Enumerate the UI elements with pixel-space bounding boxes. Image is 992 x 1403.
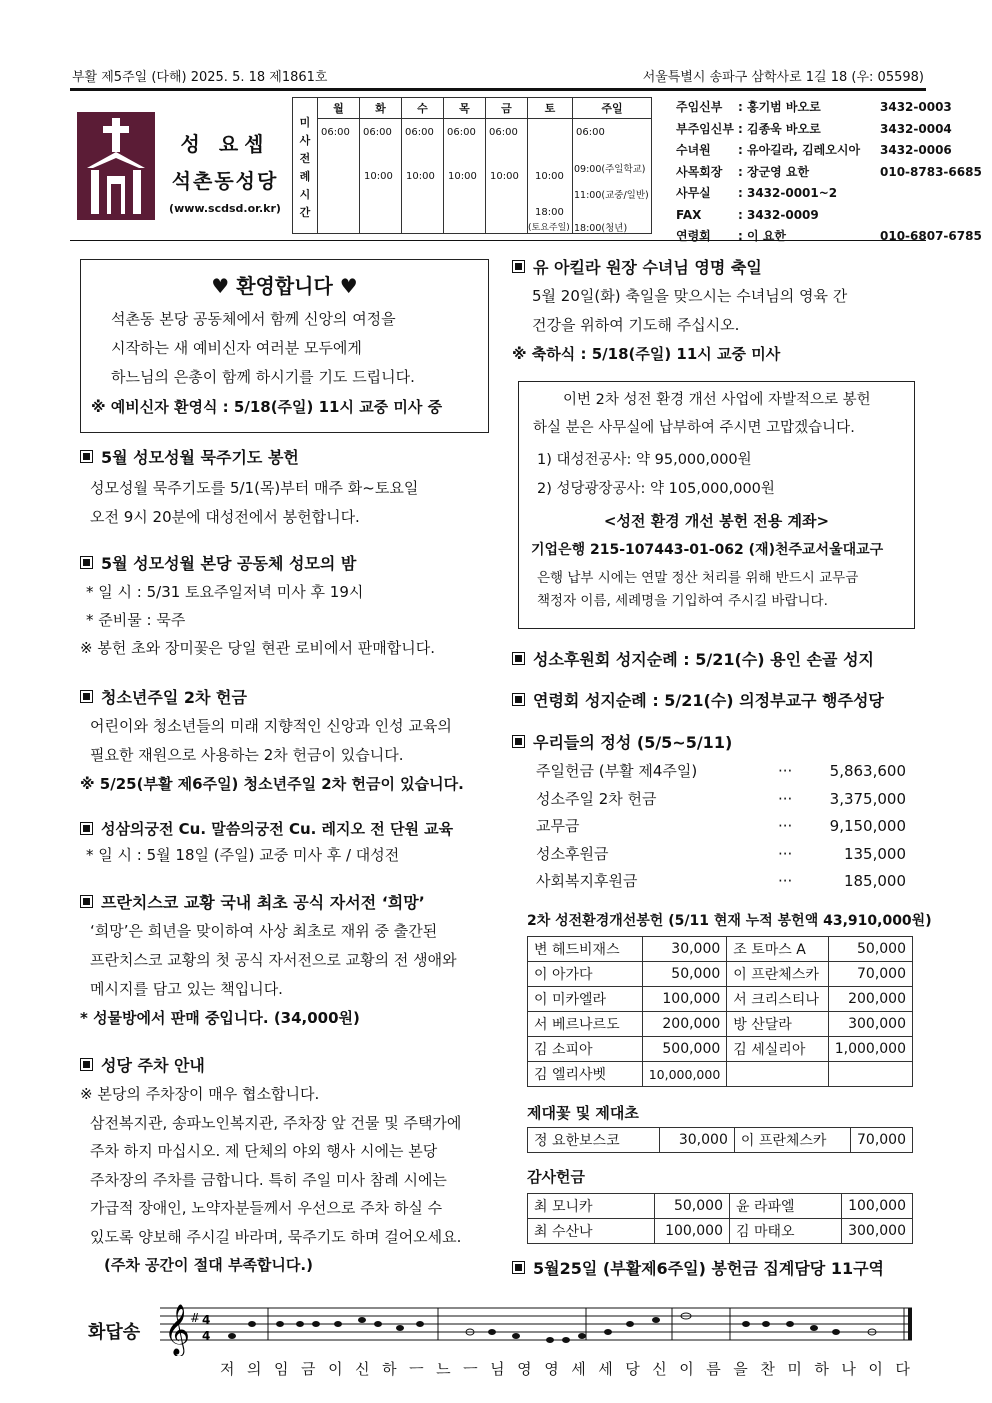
parish-address: 서울특별시 송파구 삼학사로 1길 18 (우: 05598) — [642, 70, 924, 85]
parish-name — [165, 128, 285, 215]
section-rosary: 5월 성모성월 묵주기도 봉헌 성모성월 묵주기도를 5/1(목)부터 매주 화~토요일 오전 9시 20분에 대성전에서 봉헌합니다. — [80, 445, 500, 532]
day-tue: 화 — [360, 98, 402, 119]
contact-phone[interactable]: 3432-0003 — [880, 100, 952, 114]
table-row: 이 아가다 50,000 이 프란체스카 70,000 — [528, 962, 913, 987]
square-bullet-icon — [80, 895, 93, 908]
altar-title: 제대꽃 및 제대초 — [527, 1104, 639, 1122]
section-title: 성소후원회 성지순례 : 5/21(수) 용인 손골 성지 — [512, 647, 932, 670]
wed-times: 06:00 10:00 — [402, 119, 444, 234]
sharp-icon: # — [190, 1311, 201, 1325]
fri-times: 06:00 10:00 — [486, 119, 528, 234]
square-bullet-icon — [80, 1058, 93, 1071]
square-bullet-icon — [512, 693, 525, 706]
section-title: 5월25일 (부활제6주일) 봉헌금 집계담당 11구역 — [512, 1256, 932, 1279]
renovation-title: 2차 성전환경개선봉헌 (5/11 현재 누적 봉헌액 43,910,000원) — [527, 913, 932, 929]
thanks-title: 감사헌금 — [527, 1168, 585, 1186]
welcome-note: ※ 예비신자 환영식 : 5/18(주일) 11시 교중 미사 중 — [91, 398, 443, 416]
section-parking: 성당 주차 안내 ※ 본당의 주차장이 매우 협소합니다. 삼전복지관, 송파노인복지관, 주차장 앞 건물 및 주택가에 주차 하지 마십시오. 제 단체의 야외 행사 시에는 본당 주차장의 주차를 금합니다. 특히 주일 미사 참례 시에는 가급적 장애인, 노약자분들께서 우선으로 주차 하실 수 있도록 양보해 주시길 바라며, 묵주기도 하며 걸어오세요. (주차 공간이 절대 부족합니다.) — [80, 1053, 500, 1279]
altar-table — [527, 1127, 913, 1153]
list-item: 성소후원금 ··· 135,000 — [536, 844, 906, 863]
psalm-label: 화답송 — [88, 1322, 141, 1343]
contact-phone[interactable]: 3432-0006 — [880, 143, 952, 157]
welcome-box — [80, 259, 489, 433]
section-mary-night: 5월 성모성월 본당 공동체 성모의 밤 * 일 시 : 5/31 토요주일저녁 미사 후 19시 * 준비물 : 묵주 ※ 봉헌 초와 장미꽃은 당일 현관 로비에서 판매합니다. — [80, 551, 500, 662]
day-wed: 수 — [402, 98, 444, 119]
table-row: 서 베르나르도 200,000 방 산달라 300,000 — [528, 1012, 913, 1037]
contact-phone[interactable]: 010-6807-6785 — [880, 229, 982, 243]
section-pilgrim-funeral — [512, 688, 932, 711]
section-title: 프란치스코 교황 국내 최초 공식 자서전 ‘희망’ — [80, 890, 500, 913]
table-row: 최 모니카 50,000 윤 라파엘 100,000 — [528, 1194, 913, 1219]
day-sun: 주일 — [573, 98, 652, 119]
list-item: 주일헌금 (부활 제4주일) ··· 5,863,600 — [536, 762, 906, 780]
contact-row: 사목회장 : 장군영 요한 010-8783-6685 — [676, 162, 982, 184]
table-row: 김 엘리사벳 10,000,000 — [528, 1062, 913, 1087]
day-mon: 월 — [318, 98, 360, 119]
table-row: 변 헤드비재스 30,000 조 토마스 A 50,000 — [528, 937, 913, 962]
day-sat: 토 — [528, 98, 573, 119]
parish-name-line2: 석촌동성당 — [171, 169, 279, 193]
square-bullet-icon — [80, 556, 93, 569]
mass-schedule-table — [292, 97, 652, 234]
contact-phone[interactable]: 010-8783-6685 — [880, 164, 982, 179]
section-title: 우리들의 정성 (5/5~5/11) — [512, 730, 932, 753]
section-title: 성당 주차 안내 — [80, 1053, 500, 1076]
table-row: 정 요한보스코 30,000 이 프란체스카 70,000 — [528, 1128, 913, 1153]
section-title: 성삼의궁전 Cu. 말씀의궁전 Cu. 레지오 전 단원 교육 — [80, 818, 500, 839]
square-bullet-icon — [80, 822, 93, 835]
contact-row: 사무실 : 3432-0001~2 — [676, 186, 838, 200]
header-rule — [70, 88, 926, 91]
music-staff — [160, 1296, 920, 1356]
psalm-lyrics: 저 의 임 금 이 신 하 ㅡ 느 ㅡ 님 영 영 세 세 당 신 이 름 을 찬 미 하 나 이 다 — [220, 1360, 910, 1378]
contact-row: FAX : 3432-0009 — [676, 207, 819, 222]
donation-box: 이번 2차 성전 환경 개선 사업에 자발적으로 봉헌 하실 분은 사무실에 납부하여 주시면 고맙겠습니다. 1) 대성전공사: 약 95,000,000원 2) 성당광장공사: 약 105,000,000원 <성전 환경 개선 봉헌 전용 계좌> 기업은행 215-107443-01-062 (재)천주교서울대교구 은행 납부 시에는 연말 정산 처리를 위해 반드시 교무금 책정자 이름, 세례명을 기입하여 주시길 바랍니다. — [518, 381, 915, 629]
bank-account: 기업은행 215-107443-01-062 (재)천주교서울대교구 — [531, 542, 884, 558]
header-bottom-rule — [70, 240, 926, 241]
church-cross-icon — [77, 112, 155, 220]
section-legio: 성삼의궁전 Cu. 말씀의궁전 Cu. 레지오 전 단원 교육 * 일 시 : 5월 18일 (주일) 교중 미사 후 / 대성전 — [80, 818, 500, 870]
parish-name-line1: 성 요셉 — [180, 132, 270, 156]
parish-url[interactable]: (www.scdsd.or.kr) — [169, 202, 281, 215]
section-offerings — [512, 730, 932, 753]
table-row: 김 소피아 500,000 김 세실리아 1,000,000 — [528, 1037, 913, 1062]
welcome-title: ♥ 환영합니다 ♥ — [211, 274, 358, 298]
day-thu: 목 — [444, 98, 486, 119]
section-title: 5월 성모성월 묵주기도 봉헌 — [80, 445, 500, 468]
square-bullet-icon — [512, 652, 525, 665]
sat-times: 10:00 18:00 (토요주일) — [528, 119, 573, 234]
music-notes — [228, 1313, 876, 1343]
section-title: 연령회 성지순례 : 5/21(수) 의정부교구 행주성당 — [512, 688, 932, 711]
thanks-table — [527, 1193, 913, 1244]
contact-row: 수녀원 : 유아길라, 김레오시아 3432-0006 — [676, 140, 982, 162]
contact-row: 주임신부 : 홍기범 바오로 3432-0003 — [676, 97, 982, 119]
table-row: 이 미카엘라 100,000 서 크리스티나 200,000 — [528, 987, 913, 1012]
treble-clef-icon: 𝄞 — [164, 1304, 191, 1355]
contact-row: 연령회 : 이 요한 010-6807-6785 — [676, 226, 982, 248]
square-bullet-icon — [512, 1261, 525, 1274]
contact-row: 부주임신부 : 김종욱 바오로 3432-0004 — [676, 119, 982, 141]
issue-info: 부활 제5주일 (다해) 2025. 5. 18 제1861호 — [72, 70, 328, 85]
square-bullet-icon — [80, 690, 93, 703]
section-title: 5월 성모성월 본당 공동체 성모의 밤 — [80, 551, 500, 574]
welcome-text: 석촌동 본당 공동체에서 함께 신앙의 여정을 시작하는 새 예비신자 여러분 모두에게 하느님의 은총이 함께 하시기를 기도 드립니다. — [111, 310, 415, 386]
table-row: 최 수산나 100,000 김 마태오 300,000 — [528, 1219, 913, 1244]
list-item: 교무금 ··· 9,150,000 — [536, 817, 906, 835]
schedule-side-label: 미 사 전 례 시 간 — [293, 98, 318, 234]
mon-times: 06:00 — [318, 119, 360, 234]
section-collection — [512, 1256, 932, 1279]
list-item: 사회복지후원금 ··· 185,000 — [536, 872, 906, 890]
offerings-list — [536, 758, 906, 896]
contact-phone[interactable]: 3432-0004 — [880, 121, 952, 136]
contact-list — [676, 97, 982, 248]
section-title: 유 아킬라 원장 수녀님 영명 축일 — [512, 255, 922, 278]
section-youth: 청소년주일 2차 헌금 어린이와 청소년들의 미래 지향적인 신앙과 인성 교육의 필요한 재원으로 사용하는 2차 헌금이 있습니다. ※ 5/25(부활 제6주일) 청소년주일 2차 헌금이 있습니다. — [80, 685, 500, 799]
section-pilgrim-vocation — [512, 647, 932, 670]
square-bullet-icon — [80, 450, 93, 463]
section-book: 프란치스코 교황 국내 최초 공식 자서전 ‘희망’ ‘희망’은 희년을 맞이하여 사상 최초로 재위 중 출간된 프란치스코 교황의 첫 공식 자서전으로 교황의 전 생애와 메시지를 담고 있는 책입니다. * 성물방에서 판매 중입니다. (34,000원) — [80, 890, 500, 1033]
church-logo — [77, 112, 155, 220]
time-sig-bottom: 4 — [202, 1329, 211, 1343]
square-bullet-icon — [512, 260, 525, 273]
renovation-table — [527, 936, 913, 1087]
tue-times: 06:00 10:00 — [360, 119, 402, 234]
section-feast: 유 아킬라 원장 수녀님 영명 축일 5월 20일(화) 축일을 맞으시는 수녀님의 영육 간 건강을 위하여 기도해 주십시오. ※ 축하식 : 5/18(주일) 11시 교중 미사 — [512, 255, 922, 369]
time-sig-top: 4 — [202, 1313, 211, 1327]
list-item: 성소주일 2차 헌금 ··· 3,375,000 — [536, 789, 906, 808]
section-title: 청소년주일 2차 헌금 — [80, 685, 500, 708]
square-bullet-icon — [512, 735, 525, 748]
sun-times: 06:00 09:00(주일학교) 11:00(교중/일반) 18:00(청년) — [573, 119, 652, 234]
day-fri: 금 — [486, 98, 528, 119]
thu-times: 06:00 10:00 — [444, 119, 486, 234]
